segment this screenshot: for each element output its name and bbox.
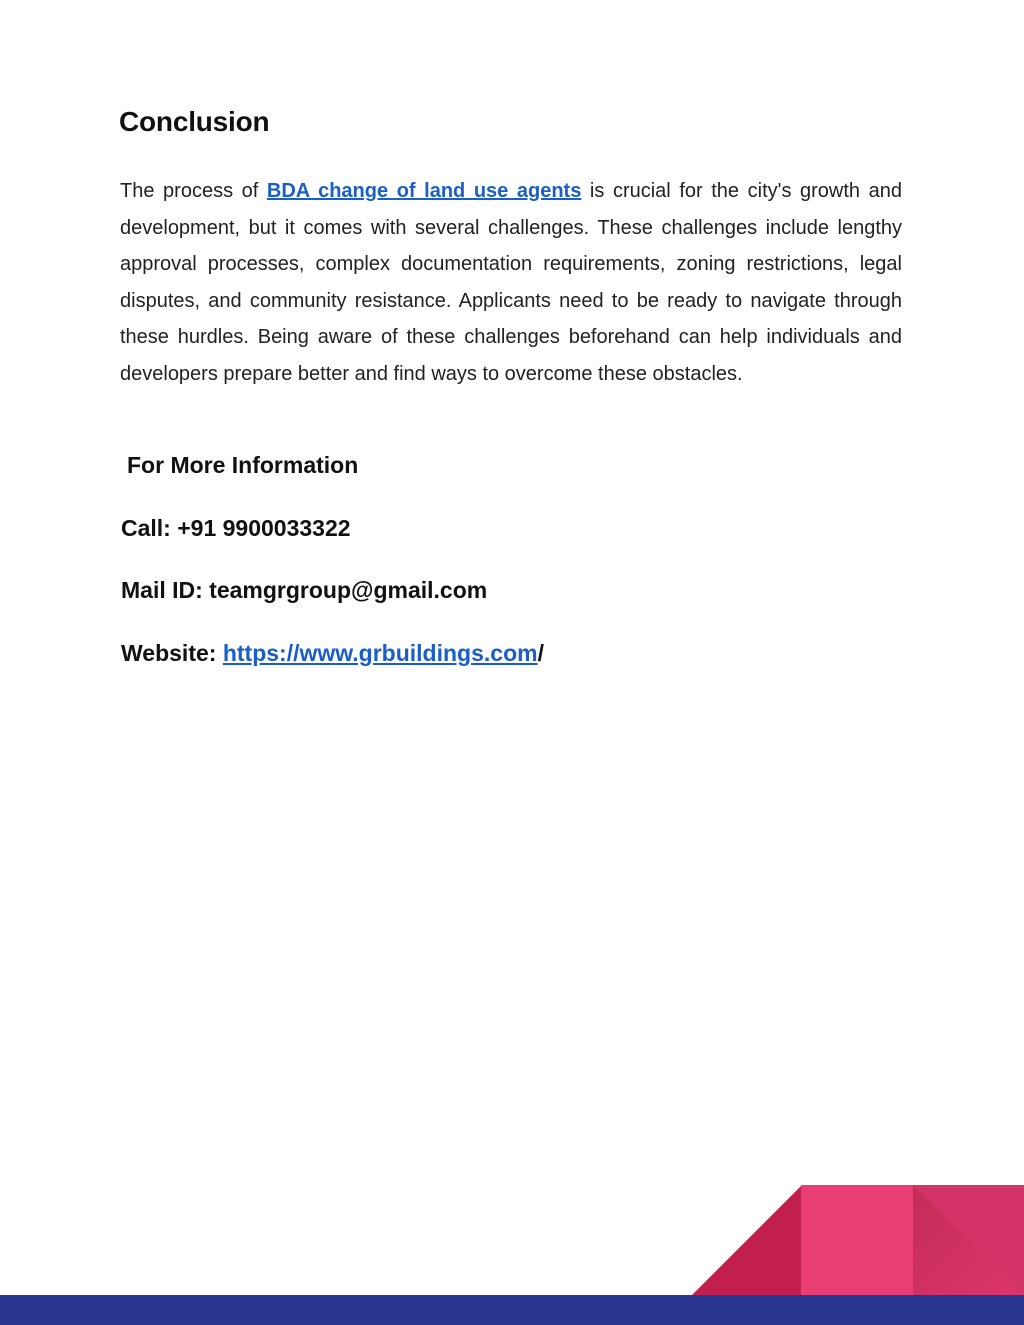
conclusion-paragraph	[120, 173, 902, 392]
crimson-triangle-shape	[692, 1185, 802, 1295]
footer-decoration	[0, 1180, 1024, 1325]
website-line	[121, 640, 544, 667]
more-info-heading: For More Information	[127, 452, 359, 478]
conclusion-heading: Conclusion	[119, 106, 270, 137]
mail-line: Mail ID: teamgrgroup@gmail.com	[121, 577, 488, 603]
footer-bar	[0, 1295, 1024, 1325]
call-line: Call: +91 9900033322	[121, 515, 351, 541]
website-link[interactable]: https://www.grbuildings.com	[222, 640, 538, 666]
paragraph-intro-text: The process of	[120, 180, 267, 202]
website-label: Website:	[121, 640, 223, 666]
paragraph-body-text: is crucial for the city's growth and development, but it comes with several challenges. These challenges include lengthy approval processes, complex documentation requirements, zoning restrictions, legal disputes, and community resistance. Applicants need to be ready to navigate through these hurdles. Being aware of these challenges beforehand can help individuals and developers prepare better and find ways to overcome these obstacles.	[120, 180, 902, 385]
bda-agents-link[interactable]: BDA change of land use agents	[266, 180, 582, 202]
website-suffix: /	[537, 640, 544, 666]
pink-block-shape	[801, 1185, 914, 1295]
